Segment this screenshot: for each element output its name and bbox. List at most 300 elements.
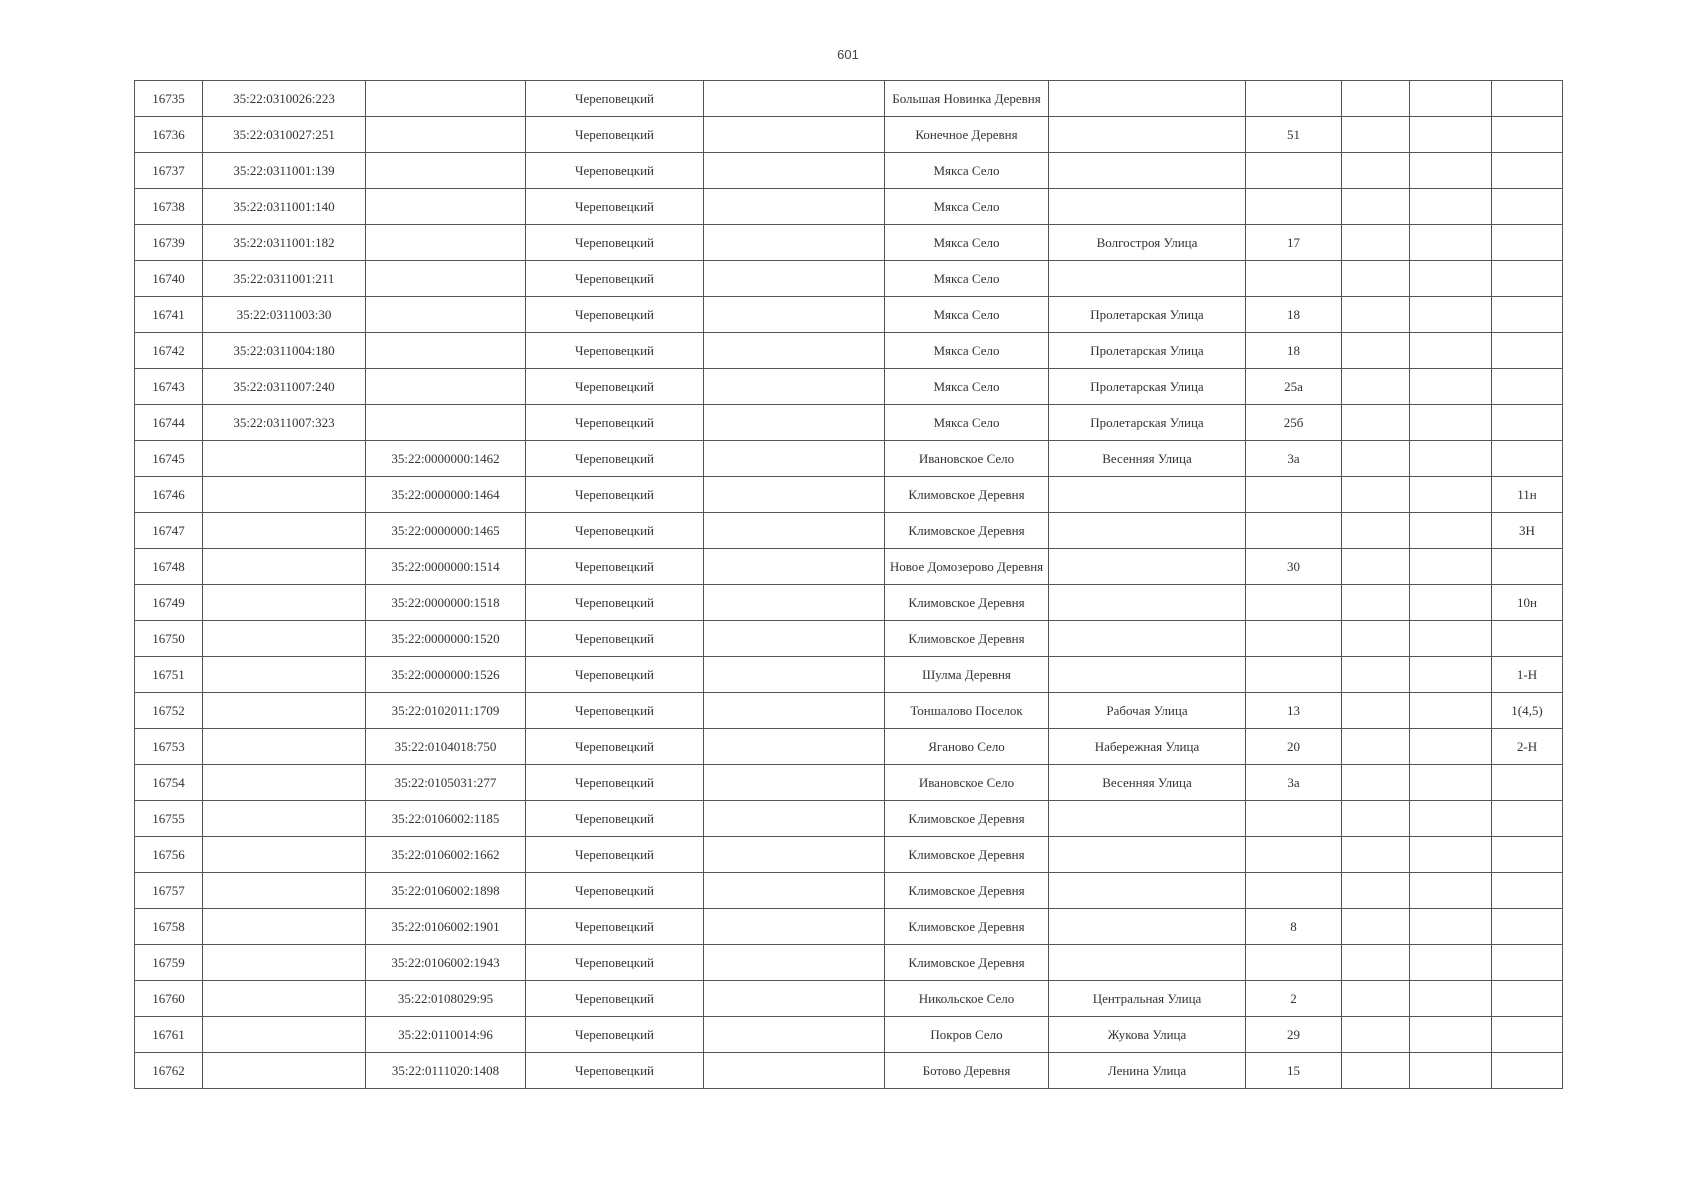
row-number-cell: 16735 bbox=[135, 81, 203, 117]
structure-cell bbox=[1410, 441, 1492, 477]
house-number-cell bbox=[1246, 477, 1342, 513]
registry-table bbox=[134, 80, 1563, 1089]
settlement-cell bbox=[704, 405, 885, 441]
street-cell bbox=[1049, 873, 1246, 909]
district-cell: Череповецкий bbox=[526, 117, 704, 153]
premises-cell bbox=[1492, 945, 1563, 981]
premises-cell bbox=[1492, 117, 1563, 153]
cadastral-number-cell bbox=[203, 441, 366, 477]
building-cell bbox=[1342, 405, 1410, 441]
building-cadastral-number-cell: 35:22:0105031:277 bbox=[366, 765, 526, 801]
district-cell: Череповецкий bbox=[526, 585, 704, 621]
row-number-cell: 16750 bbox=[135, 621, 203, 657]
settlement-cell bbox=[704, 693, 885, 729]
cadastral-number-cell: 35:22:0310027:251 bbox=[203, 117, 366, 153]
structure-cell bbox=[1410, 369, 1492, 405]
structure-cell bbox=[1410, 153, 1492, 189]
row-number-cell: 16737 bbox=[135, 153, 203, 189]
structure-cell bbox=[1410, 225, 1492, 261]
street-cell: Рабочая Улица bbox=[1049, 693, 1246, 729]
table-row bbox=[135, 405, 1563, 441]
locality-cell: Ивановское Село bbox=[885, 441, 1049, 477]
house-number-cell bbox=[1246, 81, 1342, 117]
cadastral-number-cell: 35:22:0311001:211 bbox=[203, 261, 366, 297]
cadastral-number-cell bbox=[203, 657, 366, 693]
locality-cell: Новое Домозерово Деревня bbox=[885, 549, 1049, 585]
row-number-cell: 16755 bbox=[135, 801, 203, 837]
table-row bbox=[135, 297, 1563, 333]
settlement-cell bbox=[704, 729, 885, 765]
structure-cell bbox=[1410, 585, 1492, 621]
house-number-cell: 51 bbox=[1246, 117, 1342, 153]
locality-cell: Мякса Село bbox=[885, 297, 1049, 333]
cadastral-number-cell: 35:22:0311003:30 bbox=[203, 297, 366, 333]
street-cell bbox=[1049, 549, 1246, 585]
locality-cell: Мякса Село bbox=[885, 369, 1049, 405]
structure-cell bbox=[1410, 693, 1492, 729]
table-row bbox=[135, 513, 1563, 549]
street-cell bbox=[1049, 621, 1246, 657]
row-number-cell: 16745 bbox=[135, 441, 203, 477]
district-cell: Череповецкий bbox=[526, 405, 704, 441]
table-row bbox=[135, 657, 1563, 693]
building-cell bbox=[1342, 189, 1410, 225]
settlement-cell bbox=[704, 369, 885, 405]
district-cell: Череповецкий bbox=[526, 153, 704, 189]
settlement-cell bbox=[704, 1053, 885, 1089]
cadastral-number-cell: 35:22:0310026:223 bbox=[203, 81, 366, 117]
building-cell bbox=[1342, 873, 1410, 909]
house-number-cell bbox=[1246, 621, 1342, 657]
cadastral-number-cell bbox=[203, 477, 366, 513]
cadastral-number-cell bbox=[203, 549, 366, 585]
table-row bbox=[135, 225, 1563, 261]
house-number-cell bbox=[1246, 945, 1342, 981]
cadastral-number-cell bbox=[203, 1017, 366, 1053]
district-cell: Череповецкий bbox=[526, 837, 704, 873]
table-row bbox=[135, 261, 1563, 297]
street-cell bbox=[1049, 909, 1246, 945]
building-cell bbox=[1342, 81, 1410, 117]
cadastral-number-cell bbox=[203, 909, 366, 945]
district-cell: Череповецкий bbox=[526, 765, 704, 801]
building-cadastral-number-cell: 35:22:0102011:1709 bbox=[366, 693, 526, 729]
row-number-cell: 16762 bbox=[135, 1053, 203, 1089]
cadastral-number-cell bbox=[203, 945, 366, 981]
locality-cell: Мякса Село bbox=[885, 225, 1049, 261]
premises-cell bbox=[1492, 1017, 1563, 1053]
structure-cell bbox=[1410, 477, 1492, 513]
premises-cell bbox=[1492, 261, 1563, 297]
district-cell: Череповецкий bbox=[526, 729, 704, 765]
table-row bbox=[135, 909, 1563, 945]
table-row bbox=[135, 585, 1563, 621]
premises-cell bbox=[1492, 837, 1563, 873]
settlement-cell bbox=[704, 801, 885, 837]
building-cadastral-number-cell: 35:22:0000000:1464 bbox=[366, 477, 526, 513]
row-number-cell: 16752 bbox=[135, 693, 203, 729]
building-cell bbox=[1342, 513, 1410, 549]
structure-cell bbox=[1410, 297, 1492, 333]
row-number-cell: 16747 bbox=[135, 513, 203, 549]
locality-cell: Ивановское Село bbox=[885, 765, 1049, 801]
locality-cell: Ботово Деревня bbox=[885, 1053, 1049, 1089]
locality-cell: Климовское Деревня bbox=[885, 585, 1049, 621]
building-cadastral-number-cell: 35:22:0108029:95 bbox=[366, 981, 526, 1017]
table-row bbox=[135, 945, 1563, 981]
building-cell bbox=[1342, 945, 1410, 981]
row-number-cell: 16738 bbox=[135, 189, 203, 225]
structure-cell bbox=[1410, 549, 1492, 585]
street-cell bbox=[1049, 801, 1246, 837]
settlement-cell bbox=[704, 909, 885, 945]
house-number-cell: 13 bbox=[1246, 693, 1342, 729]
structure-cell bbox=[1410, 873, 1492, 909]
building-cell bbox=[1342, 981, 1410, 1017]
building-cell bbox=[1342, 585, 1410, 621]
structure-cell bbox=[1410, 333, 1492, 369]
row-number-cell: 16736 bbox=[135, 117, 203, 153]
table-row bbox=[135, 117, 1563, 153]
locality-cell: Мякса Село bbox=[885, 189, 1049, 225]
house-number-cell: 3а bbox=[1246, 441, 1342, 477]
street-cell: Набережная Улица bbox=[1049, 729, 1246, 765]
street-cell: Весенняя Улица bbox=[1049, 765, 1246, 801]
building-cell bbox=[1342, 153, 1410, 189]
row-number-cell: 16749 bbox=[135, 585, 203, 621]
locality-cell: Климовское Деревня bbox=[885, 909, 1049, 945]
settlement-cell bbox=[704, 117, 885, 153]
row-number-cell: 16746 bbox=[135, 477, 203, 513]
locality-cell: Климовское Деревня bbox=[885, 513, 1049, 549]
house-number-cell: 20 bbox=[1246, 729, 1342, 765]
district-cell: Череповецкий bbox=[526, 513, 704, 549]
locality-cell: Климовское Деревня bbox=[885, 837, 1049, 873]
settlement-cell bbox=[704, 1017, 885, 1053]
building-cadastral-number-cell: 35:22:0106002:1898 bbox=[366, 873, 526, 909]
premises-cell: 10н bbox=[1492, 585, 1563, 621]
premises-cell bbox=[1492, 549, 1563, 585]
row-number-cell: 16742 bbox=[135, 333, 203, 369]
structure-cell bbox=[1410, 1017, 1492, 1053]
cadastral-number-cell bbox=[203, 729, 366, 765]
structure-cell bbox=[1410, 117, 1492, 153]
structure-cell bbox=[1410, 81, 1492, 117]
cadastral-number-cell: 35:22:0311004:180 bbox=[203, 333, 366, 369]
building-cadastral-number-cell: 35:22:0000000:1526 bbox=[366, 657, 526, 693]
street-cell: Волгостроя Улица bbox=[1049, 225, 1246, 261]
settlement-cell bbox=[704, 261, 885, 297]
settlement-cell bbox=[704, 657, 885, 693]
row-number-cell: 16757 bbox=[135, 873, 203, 909]
house-number-cell: 15 bbox=[1246, 1053, 1342, 1089]
building-cadastral-number-cell: 35:22:0106002:1943 bbox=[366, 945, 526, 981]
house-number-cell bbox=[1246, 657, 1342, 693]
settlement-cell bbox=[704, 189, 885, 225]
structure-cell bbox=[1410, 405, 1492, 441]
premises-cell bbox=[1492, 297, 1563, 333]
locality-cell: Конечное Деревня bbox=[885, 117, 1049, 153]
house-number-cell: 3а bbox=[1246, 765, 1342, 801]
building-cell bbox=[1342, 549, 1410, 585]
building-cadastral-number-cell bbox=[366, 189, 526, 225]
building-cadastral-number-cell: 35:22:0106002:1662 bbox=[366, 837, 526, 873]
street-cell bbox=[1049, 261, 1246, 297]
row-number-cell: 16753 bbox=[135, 729, 203, 765]
premises-cell bbox=[1492, 873, 1563, 909]
district-cell: Череповецкий bbox=[526, 189, 704, 225]
locality-cell: Тоншалово Поселок bbox=[885, 693, 1049, 729]
cadastral-number-cell: 35:22:0311001:140 bbox=[203, 189, 366, 225]
row-number-cell: 16758 bbox=[135, 909, 203, 945]
district-cell: Череповецкий bbox=[526, 369, 704, 405]
settlement-cell bbox=[704, 981, 885, 1017]
cadastral-number-cell bbox=[203, 801, 366, 837]
locality-cell: Мякса Село bbox=[885, 261, 1049, 297]
house-number-cell: 30 bbox=[1246, 549, 1342, 585]
building-cell bbox=[1342, 621, 1410, 657]
table-row bbox=[135, 981, 1563, 1017]
premises-cell bbox=[1492, 1053, 1563, 1089]
district-cell: Череповецкий bbox=[526, 549, 704, 585]
street-cell: Пролетарская Улица bbox=[1049, 405, 1246, 441]
row-number-cell: 16739 bbox=[135, 225, 203, 261]
structure-cell bbox=[1410, 621, 1492, 657]
building-cadastral-number-cell: 35:22:0111020:1408 bbox=[366, 1053, 526, 1089]
building-cadastral-number-cell bbox=[366, 117, 526, 153]
locality-cell: Климовское Деревня bbox=[885, 945, 1049, 981]
building-cell bbox=[1342, 333, 1410, 369]
premises-cell bbox=[1492, 369, 1563, 405]
settlement-cell bbox=[704, 477, 885, 513]
table-row bbox=[135, 153, 1563, 189]
building-cell bbox=[1342, 801, 1410, 837]
table-row bbox=[135, 81, 1563, 117]
cadastral-number-cell bbox=[203, 585, 366, 621]
building-cell bbox=[1342, 477, 1410, 513]
street-cell bbox=[1049, 189, 1246, 225]
district-cell: Череповецкий bbox=[526, 441, 704, 477]
district-cell: Череповецкий bbox=[526, 1053, 704, 1089]
settlement-cell bbox=[704, 765, 885, 801]
structure-cell bbox=[1410, 837, 1492, 873]
house-number-cell: 25б bbox=[1246, 405, 1342, 441]
locality-cell: Климовское Деревня bbox=[885, 873, 1049, 909]
house-number-cell bbox=[1246, 873, 1342, 909]
premises-cell bbox=[1492, 765, 1563, 801]
structure-cell bbox=[1410, 1053, 1492, 1089]
row-number-cell: 16740 bbox=[135, 261, 203, 297]
building-cadastral-number-cell: 35:22:0000000:1465 bbox=[366, 513, 526, 549]
house-number-cell: 25а bbox=[1246, 369, 1342, 405]
table-row bbox=[135, 621, 1563, 657]
locality-cell: Мякса Село bbox=[885, 405, 1049, 441]
cadastral-number-cell bbox=[203, 513, 366, 549]
district-cell: Череповецкий bbox=[526, 477, 704, 513]
table-row bbox=[135, 873, 1563, 909]
table-row bbox=[135, 693, 1563, 729]
building-cadastral-number-cell bbox=[366, 153, 526, 189]
cadastral-number-cell bbox=[203, 981, 366, 1017]
building-cadastral-number-cell: 35:22:0110014:96 bbox=[366, 1017, 526, 1053]
premises-cell bbox=[1492, 225, 1563, 261]
district-cell: Череповецкий bbox=[526, 1017, 704, 1053]
structure-cell bbox=[1410, 513, 1492, 549]
building-cell bbox=[1342, 909, 1410, 945]
district-cell: Череповецкий bbox=[526, 981, 704, 1017]
cadastral-number-cell bbox=[203, 1053, 366, 1089]
structure-cell bbox=[1410, 945, 1492, 981]
building-cell bbox=[1342, 369, 1410, 405]
structure-cell bbox=[1410, 765, 1492, 801]
building-cadastral-number-cell: 35:22:0104018:750 bbox=[366, 729, 526, 765]
building-cell bbox=[1342, 261, 1410, 297]
house-number-cell bbox=[1246, 153, 1342, 189]
locality-cell: Покров Село bbox=[885, 1017, 1049, 1053]
structure-cell bbox=[1410, 189, 1492, 225]
premises-cell bbox=[1492, 801, 1563, 837]
locality-cell: Климовское Деревня bbox=[885, 477, 1049, 513]
structure-cell bbox=[1410, 801, 1492, 837]
district-cell: Череповецкий bbox=[526, 873, 704, 909]
row-number-cell: 16756 bbox=[135, 837, 203, 873]
building-cadastral-number-cell: 35:22:0000000:1518 bbox=[366, 585, 526, 621]
street-cell: Пролетарская Улица bbox=[1049, 333, 1246, 369]
structure-cell bbox=[1410, 261, 1492, 297]
table-row bbox=[135, 369, 1563, 405]
locality-cell: Климовское Деревня bbox=[885, 801, 1049, 837]
district-cell: Череповецкий bbox=[526, 909, 704, 945]
premises-cell bbox=[1492, 189, 1563, 225]
row-number-cell: 16744 bbox=[135, 405, 203, 441]
cadastral-number-cell: 35:22:0311001:182 bbox=[203, 225, 366, 261]
street-cell: Центральная Улица bbox=[1049, 981, 1246, 1017]
premises-cell bbox=[1492, 333, 1563, 369]
table-row bbox=[135, 1017, 1563, 1053]
cadastral-number-cell bbox=[203, 765, 366, 801]
premises-cell: 11н bbox=[1492, 477, 1563, 513]
premises-cell bbox=[1492, 621, 1563, 657]
structure-cell bbox=[1410, 729, 1492, 765]
premises-cell bbox=[1492, 909, 1563, 945]
structure-cell bbox=[1410, 657, 1492, 693]
building-cadastral-number-cell: 35:22:0106002:1901 bbox=[366, 909, 526, 945]
building-cadastral-number-cell bbox=[366, 369, 526, 405]
district-cell: Череповецкий bbox=[526, 621, 704, 657]
building-cell bbox=[1342, 297, 1410, 333]
settlement-cell bbox=[704, 441, 885, 477]
building-cadastral-number-cell bbox=[366, 261, 526, 297]
house-number-cell: 8 bbox=[1246, 909, 1342, 945]
house-number-cell bbox=[1246, 585, 1342, 621]
settlement-cell bbox=[704, 945, 885, 981]
building-cell bbox=[1342, 693, 1410, 729]
structure-cell bbox=[1410, 909, 1492, 945]
settlement-cell bbox=[704, 297, 885, 333]
street-cell bbox=[1049, 945, 1246, 981]
row-number-cell: 16743 bbox=[135, 369, 203, 405]
cadastral-number-cell bbox=[203, 873, 366, 909]
building-cell bbox=[1342, 225, 1410, 261]
cadastral-number-cell: 35:22:0311007:240 bbox=[203, 369, 366, 405]
street-cell bbox=[1049, 81, 1246, 117]
street-cell bbox=[1049, 837, 1246, 873]
street-cell: Пролетарская Улица bbox=[1049, 369, 1246, 405]
table-row bbox=[135, 837, 1563, 873]
district-cell: Череповецкий bbox=[526, 945, 704, 981]
street-cell bbox=[1049, 657, 1246, 693]
premises-cell: 3Н bbox=[1492, 513, 1563, 549]
locality-cell: Яганово Село bbox=[885, 729, 1049, 765]
premises-cell bbox=[1492, 81, 1563, 117]
house-number-cell: 2 bbox=[1246, 981, 1342, 1017]
building-cadastral-number-cell bbox=[366, 405, 526, 441]
cadastral-number-cell bbox=[203, 693, 366, 729]
table-row bbox=[135, 1053, 1563, 1089]
building-cadastral-number-cell: 35:22:0106002:1185 bbox=[366, 801, 526, 837]
building-cadastral-number-cell bbox=[366, 81, 526, 117]
building-cadastral-number-cell bbox=[366, 225, 526, 261]
district-cell: Череповецкий bbox=[526, 225, 704, 261]
district-cell: Череповецкий bbox=[526, 801, 704, 837]
district-cell: Череповецкий bbox=[526, 333, 704, 369]
cadastral-number-cell: 35:22:0311001:139 bbox=[203, 153, 366, 189]
table-row bbox=[135, 549, 1563, 585]
premises-cell bbox=[1492, 441, 1563, 477]
locality-cell: Шулма Деревня bbox=[885, 657, 1049, 693]
locality-cell: Мякса Село bbox=[885, 153, 1049, 189]
settlement-cell bbox=[704, 225, 885, 261]
street-cell: Жукова Улица bbox=[1049, 1017, 1246, 1053]
page-number: 601 bbox=[837, 47, 859, 62]
table-row bbox=[135, 801, 1563, 837]
premises-cell: 1-Н bbox=[1492, 657, 1563, 693]
cadastral-number-cell: 35:22:0311007:323 bbox=[203, 405, 366, 441]
locality-cell: Климовское Деревня bbox=[885, 621, 1049, 657]
settlement-cell bbox=[704, 81, 885, 117]
row-number-cell: 16741 bbox=[135, 297, 203, 333]
premises-cell: 2-Н bbox=[1492, 729, 1563, 765]
building-cell bbox=[1342, 1053, 1410, 1089]
premises-cell bbox=[1492, 981, 1563, 1017]
house-number-cell: 29 bbox=[1246, 1017, 1342, 1053]
building-cell bbox=[1342, 441, 1410, 477]
premises-cell bbox=[1492, 405, 1563, 441]
house-number-cell bbox=[1246, 513, 1342, 549]
table-row bbox=[135, 765, 1563, 801]
premises-cell bbox=[1492, 153, 1563, 189]
settlement-cell bbox=[704, 585, 885, 621]
settlement-cell bbox=[704, 549, 885, 585]
locality-cell: Большая Новинка Деревня bbox=[885, 81, 1049, 117]
street-cell: Ленина Улица bbox=[1049, 1053, 1246, 1089]
cadastral-number-cell bbox=[203, 621, 366, 657]
settlement-cell bbox=[704, 873, 885, 909]
street-cell bbox=[1049, 477, 1246, 513]
table-row bbox=[135, 189, 1563, 225]
house-number-cell: 18 bbox=[1246, 333, 1342, 369]
row-number-cell: 16751 bbox=[135, 657, 203, 693]
street-cell bbox=[1049, 513, 1246, 549]
house-number-cell: 18 bbox=[1246, 297, 1342, 333]
street-cell: Пролетарская Улица bbox=[1049, 297, 1246, 333]
house-number-cell bbox=[1246, 801, 1342, 837]
settlement-cell bbox=[704, 621, 885, 657]
building-cell bbox=[1342, 1017, 1410, 1053]
locality-cell: Никольское Село bbox=[885, 981, 1049, 1017]
district-cell: Череповецкий bbox=[526, 81, 704, 117]
building-cell bbox=[1342, 657, 1410, 693]
